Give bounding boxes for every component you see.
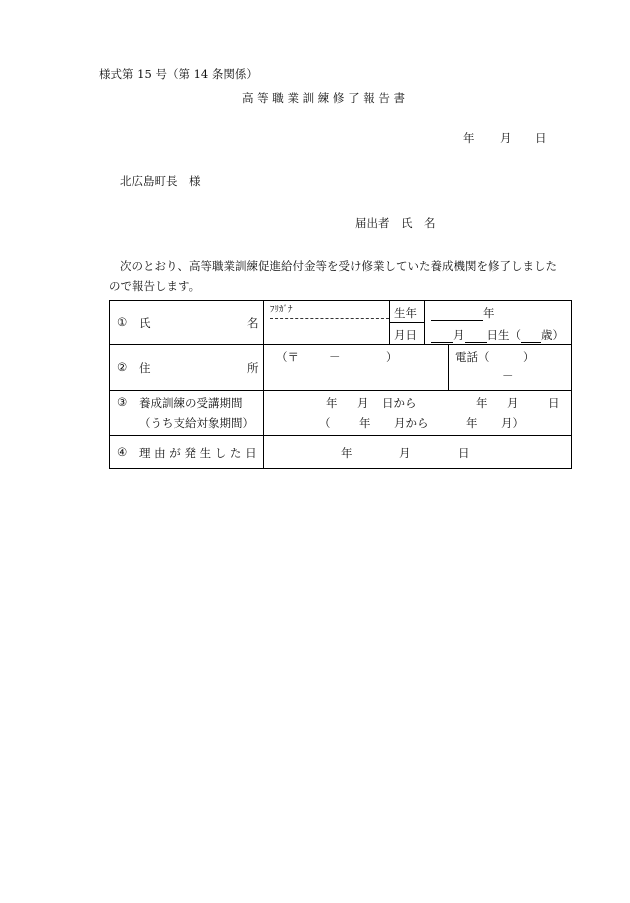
period-year-2: 年 [476, 395, 488, 410]
label-cell-reason-date [110, 435, 264, 468]
period-month-2: 月 [507, 395, 519, 410]
page-title: 高 等 職 業 訓 練 修 了 報 告 書 [242, 91, 406, 105]
name-input-cell[interactable] [264, 301, 572, 345]
period-day-from: 日から [382, 395, 417, 410]
period-month-1: 月 [357, 395, 369, 410]
birth-label-divider [424, 301, 425, 344]
label-cell-address [110, 345, 264, 390]
subsidy-open: （ [319, 415, 331, 430]
birth-year-blank[interactable] [431, 308, 483, 321]
address-input-cell[interactable] [264, 345, 572, 390]
subsidy-month-from: 月から [394, 415, 429, 430]
birth-month-label: 月 [453, 328, 465, 342]
phone-close: ） [523, 350, 535, 365]
furigana-label: ﾌﾘｶﾞﾅ [270, 305, 293, 315]
birth-month-blank[interactable] [431, 330, 453, 343]
row-number: ④ [117, 444, 128, 459]
subsidy-month-close: 月） [501, 415, 524, 430]
reason-date-input-cell[interactable] [264, 435, 572, 468]
date-year-label: 年 [463, 131, 475, 145]
addressee: 北広島町長 様 [120, 174, 201, 188]
training-subsidy-label: （うち支給対象期間） [139, 415, 254, 430]
body-text-line-2: ので報告します。 [109, 279, 201, 293]
postal-close: ） [386, 350, 398, 365]
birth-label-1: 生年 [394, 306, 417, 320]
name-label-b: 名 [247, 316, 259, 330]
birth-label-2: 月日 [394, 328, 417, 342]
row-name [110, 301, 572, 345]
furigana-dashed-line [270, 318, 389, 319]
row-reason-date [110, 435, 572, 468]
birth-month-day-field[interactable] [431, 327, 564, 343]
applicant-name-label: 届出者 氏 名 [355, 216, 436, 230]
row-number: ② [117, 360, 128, 375]
address-label-b: 所 [247, 361, 259, 376]
row-number: ① [117, 315, 128, 329]
subsidy-year-2: 年 [466, 415, 478, 430]
name-label-a: 氏 [139, 316, 151, 330]
body-text-line-1: 次のとおり、高等職業訓練促進給付金等を受け修業していた養成機関を修了しました [120, 259, 557, 273]
report-form-table [109, 300, 572, 469]
subsidy-year-1: 年 [359, 415, 371, 430]
address-phone-divider [448, 345, 449, 389]
birth-year-label: 年 [483, 306, 495, 320]
postal-dash: － [329, 350, 341, 365]
birth-day-label: 日生（ [486, 328, 521, 342]
postal-open: （〒 [276, 350, 299, 365]
birth-label-hsplit [389, 322, 424, 323]
reason-year: 年 [341, 445, 353, 460]
phone-label: 電話（ [455, 350, 490, 365]
reason-day: 日 [458, 445, 470, 460]
form-number: 様式第 15 号（第 14 条関係） [99, 67, 258, 81]
row-address [110, 345, 572, 390]
age-blank[interactable] [521, 330, 541, 343]
training-period-input-cell[interactable] [264, 390, 572, 435]
period-year-1: 年 [326, 395, 338, 410]
date-day-label: 日 [535, 131, 547, 145]
reason-month: 月 [399, 445, 411, 460]
address-label-a: 住 [139, 361, 151, 376]
label-cell-training-period [110, 390, 264, 435]
label-cell-name [110, 301, 264, 345]
period-day-2: 日 [548, 395, 560, 410]
date-month-label: 月 [500, 131, 512, 145]
age-label: 歳） [541, 328, 564, 342]
reason-date-label: 理 由 が 発 生 し た 日 [139, 445, 257, 460]
phone-dash: － [502, 369, 514, 384]
row-training-period [110, 390, 572, 435]
row-number: ③ [117, 394, 128, 409]
training-period-label: 養成訓練の受講期間 [139, 395, 243, 410]
birth-year-field[interactable] [431, 305, 495, 321]
birth-day-blank[interactable] [465, 330, 487, 343]
